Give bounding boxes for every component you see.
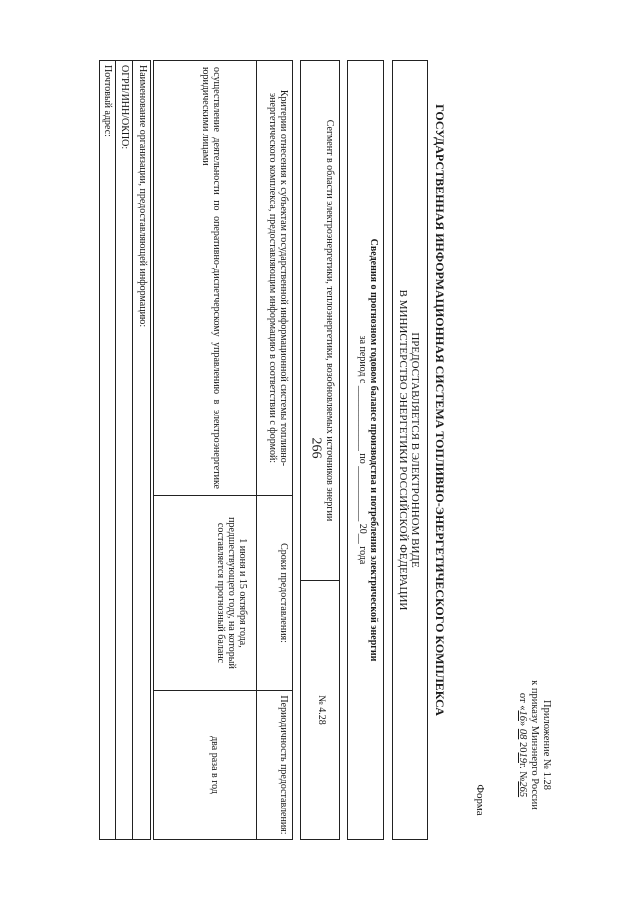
report-title: Сведения о прогнозном годовом балансе производства и потребления электрической энергии (368, 238, 379, 662)
criteria-column (154, 61, 292, 496)
main-title: ГОСУДАРСТВЕННАЯ ИНФОРМАЦИОННАЯ СИСТЕМА ТОПЛИВНО-ЭНЕРГЕТИЧЕСКОГО КОМПЛЕКСА (433, 104, 447, 716)
postal-address-field[interactable]: Почтовый адрес: (99, 61, 116, 839)
appendix-line-1: Приложение № 1.28 (541, 700, 552, 790)
segment-label: Сегмент в области электроэнергетики, теплоэнергетики, возобновляемых источников энергии (301, 61, 339, 581)
periodicity-column (154, 691, 292, 839)
submission-line-2: В МИНИСТЕРСТВО ЭНЕРГЕТИКИ РОССИЙСКОЙ ФЕДЕРАЦИИ (397, 289, 409, 611)
criteria-header: Критерии отнесения к субъектам государственной информационной системы топливно-энергетического комплекса, предоставляющим информацию в соответствии с формой: (256, 61, 292, 495)
appendix-header (516, 645, 552, 845)
deadline-header: Сроки предоставления: (256, 496, 292, 690)
periodicity-cell: два раза в год (209, 736, 220, 794)
report-period: за период с _____________ по ___________ 20__ года (357, 335, 368, 565)
page-number: 266 (308, 437, 324, 459)
appendix-line-2: к приказу Минэнерго России (529, 680, 540, 810)
form-label: Форма (474, 784, 486, 816)
criteria-cell: осуществление деятельности по оперативно-диспетчерскому управлению в электроэнергетике юридическими лицами (200, 67, 222, 489)
date-day: 16 (517, 710, 528, 721)
submission-line-1: ПРЕДОСТАВЛЯЕТСЯ В ЭЛЕКТРОННОМ ВИДЕ (409, 332, 421, 568)
deadline-cell: 1 июня и 15 октября года, предшествующего году, на который составляется прогнозный баланс (215, 517, 248, 669)
criteria-table (153, 60, 293, 840)
date-year: 19 (517, 752, 528, 763)
form-number: № 4.28 (316, 695, 327, 725)
submission-box (392, 60, 428, 840)
order-number: 265 (517, 781, 528, 798)
date-month: 08 (517, 728, 528, 740)
organization-name-field[interactable]: Наименование организации, предоставляющей информацию: (137, 65, 148, 328)
segment-box (300, 60, 340, 840)
periodicity-header: Периодичность предоставления: (256, 691, 292, 839)
report-title-box (347, 60, 384, 840)
appendix-date-line: от «16» 08 2019г. №265 (517, 692, 528, 798)
organization-info-box (99, 60, 151, 840)
form-sheet (102, 50, 555, 850)
ogrn-inn-okpo-field[interactable]: ОГРН/ИНН/ОКПО: (116, 61, 133, 839)
deadline-column (154, 496, 292, 691)
